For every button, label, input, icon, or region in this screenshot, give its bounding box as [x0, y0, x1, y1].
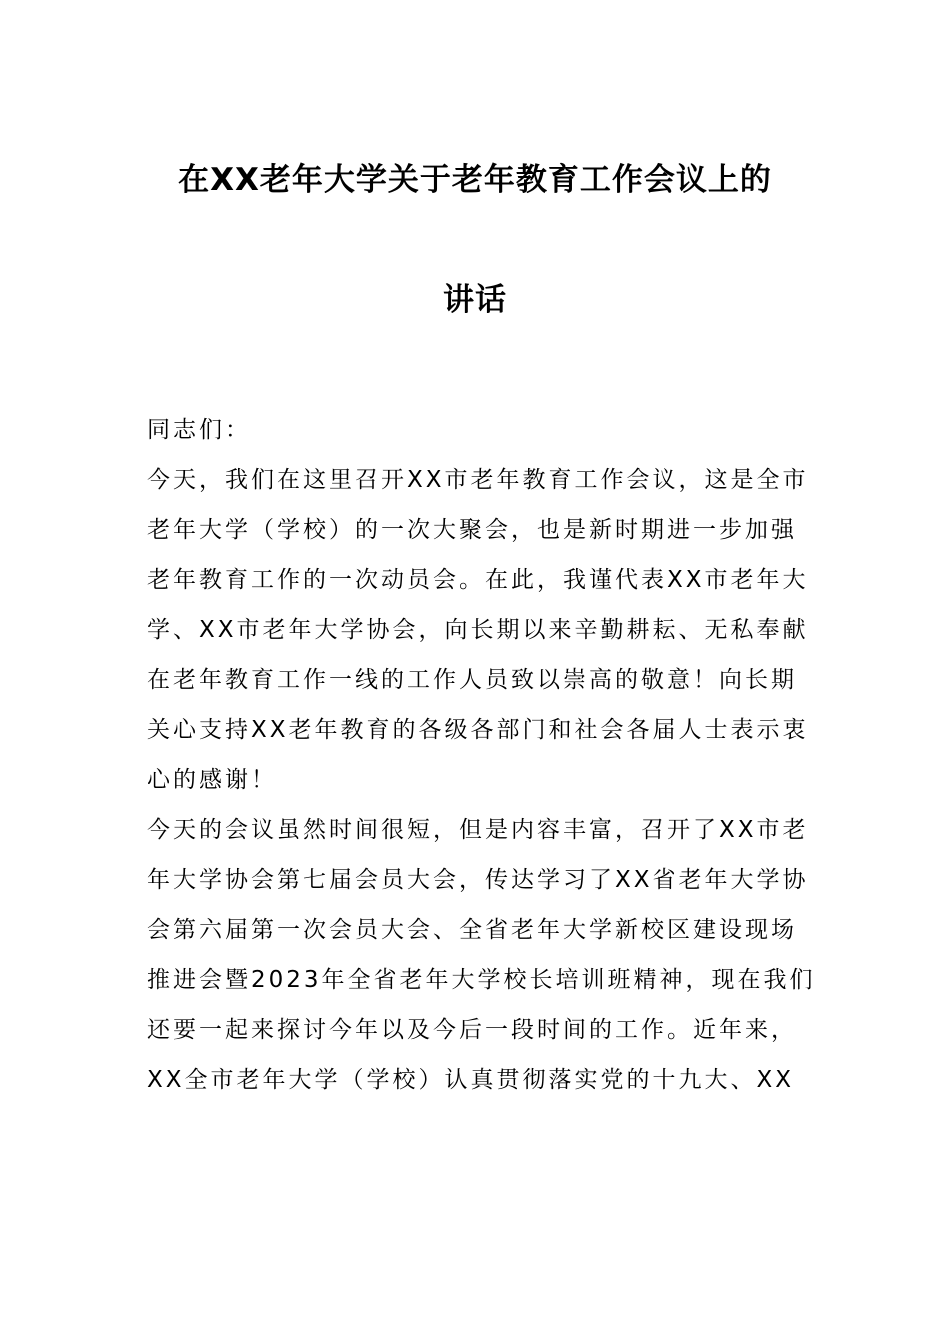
- paragraph-line: 关心支持XX老年教育的各级各部门和社会各届人士表示衷: [147, 717, 809, 743]
- paragraph-line: 老年教育工作的一次动员会。在此，我谨代表XX市老年大: [147, 567, 809, 593]
- paragraph-line: 在老年教育工作一线的工作人员致以崇高的敬意！向长期: [147, 667, 797, 693]
- paragraph-line: 今天，我们在这里召开XX市老年教育工作会议，这是全市: [147, 467, 809, 493]
- document-title-line-2: 讲话: [443, 282, 507, 318]
- paragraph-line: 年大学协会第七届会员大会，传达学习了XX省老年大学协: [147, 867, 809, 893]
- paragraph-line: 推进会暨2023年全省老年大学校长培训班精神，现在我们: [147, 967, 816, 993]
- paragraph-line: 老年大学（学校）的一次大聚会，也是新时期进一步加强: [147, 517, 797, 543]
- paragraph-line: 会第六届第一次会员大会、全省老年大学新校区建设现场: [147, 917, 797, 943]
- salutation: 同志们：: [147, 417, 251, 443]
- document-title-line-1: 在XX老年大学关于老年教育工作会议上的: [178, 162, 772, 198]
- paragraph-line: 学、XX市老年大学协会，向长期以来辛勤耕耘、无私奉献: [147, 617, 809, 643]
- paragraph-line: XX全市老年大学（学校）认真贯彻落实党的十九大、XX: [147, 1067, 795, 1093]
- paragraph-line: 今天的会议虽然时间很短，但是内容丰富，召开了XX市老: [147, 817, 809, 843]
- paragraph-line: 还要一起来探讨今年以及今后一段时间的工作。近年来，: [147, 1017, 797, 1043]
- paragraph-line: 心的感谢！: [147, 767, 277, 793]
